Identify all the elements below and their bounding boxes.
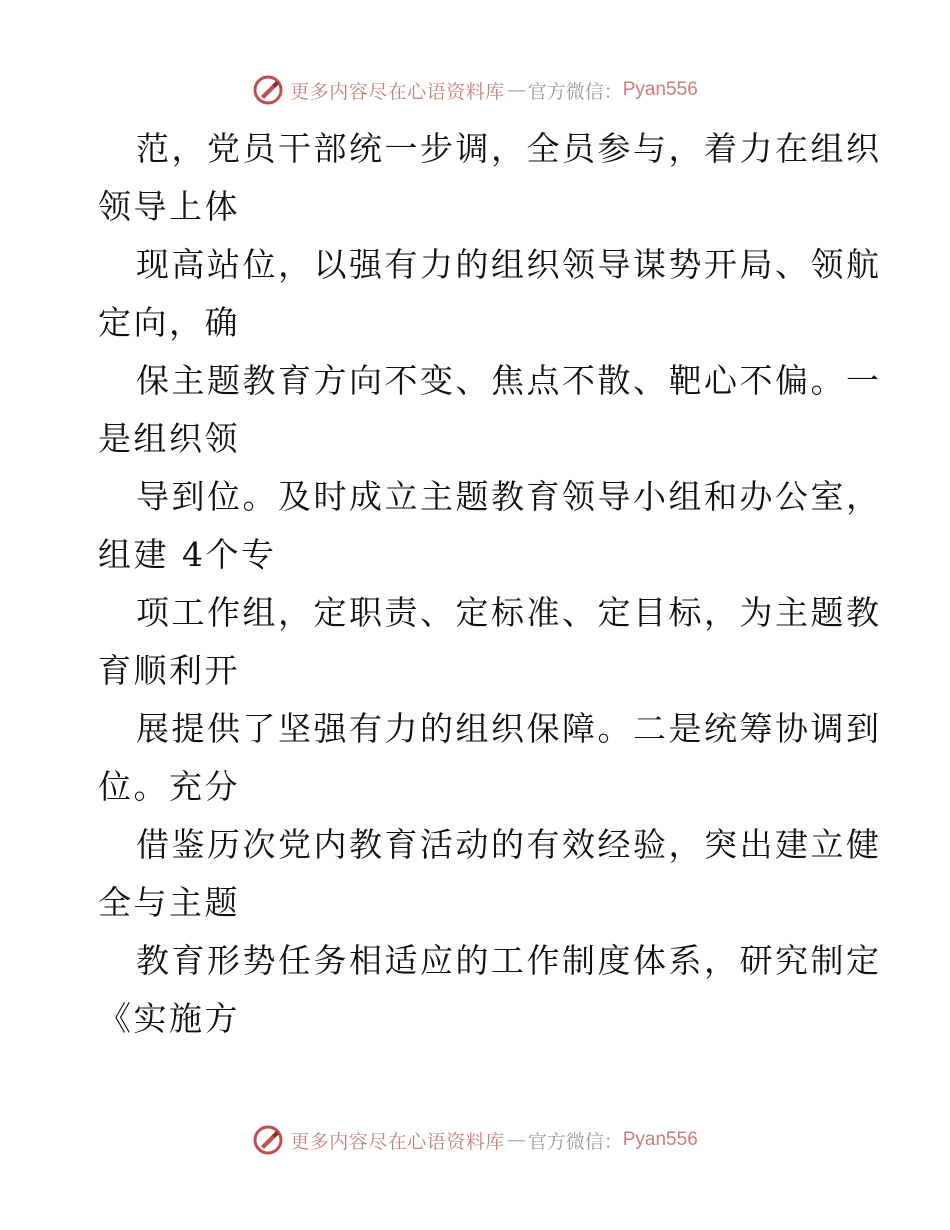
paragraph bbox=[98, 932, 882, 1048]
paragraph-line: 保主题教育方向不变、焦点不散、靶心不偏。一 bbox=[136, 361, 882, 400]
paragraph-line: 组建 4个专 bbox=[98, 535, 277, 574]
watermark-wechat-id: Pyan556 bbox=[622, 79, 698, 100]
paragraph-line: 是组织领 bbox=[98, 419, 240, 458]
paragraph-line: 位。充分 bbox=[98, 767, 240, 806]
paragraph bbox=[98, 468, 882, 584]
watermark-site-name: 更多内容尽在心语资料库 bbox=[290, 1130, 505, 1153]
watermark-wechat-label: 官方微信： bbox=[527, 80, 623, 103]
paragraph-line: 展提供了坚强有力的组织保障。二是统筹协调到 bbox=[136, 709, 882, 748]
watermark-wechat-label: 官方微信： bbox=[527, 1130, 623, 1153]
paragraph bbox=[98, 816, 882, 932]
watermark-site-name: 更多内容尽在心语资料库 bbox=[290, 80, 505, 103]
paragraph bbox=[98, 120, 882, 236]
footer-watermark bbox=[0, 1120, 950, 1160]
paragraph-line: 项工作组，定职责、定标准、定目标，为主题教 bbox=[136, 593, 882, 632]
paragraph-line: 教育形势任务相适应的工作制度体系，研究制定 bbox=[136, 941, 882, 980]
paragraph-line: 全与主题 bbox=[98, 883, 240, 922]
paragraph bbox=[98, 700, 882, 816]
header-watermark bbox=[0, 70, 950, 110]
paragraph-line: 范，党员干部统一步调，全员参与，着力在组织 bbox=[136, 129, 882, 168]
paragraph bbox=[98, 352, 882, 468]
watermark-separator: — bbox=[506, 1129, 526, 1151]
paragraph-line: 导到位。及时成立主题教育领导小组和办公室， bbox=[136, 477, 882, 516]
pen-logo-icon bbox=[252, 1124, 284, 1156]
paragraph-line: 领导上体 bbox=[98, 187, 240, 226]
paragraph-line: 现高站位，以强有力的组织领导谋势开局、领航 bbox=[136, 245, 882, 284]
paragraph bbox=[98, 584, 882, 700]
watermark-separator: — bbox=[506, 79, 526, 101]
paragraph-line: 借鉴历次党内教育活动的有效经验，突出建立健 bbox=[136, 825, 882, 864]
document-body bbox=[98, 120, 882, 1048]
pen-logo-icon bbox=[252, 74, 284, 106]
paragraph-line: 《实施方 bbox=[98, 999, 240, 1038]
watermark-wechat-id: Pyan556 bbox=[622, 1129, 698, 1150]
paragraph-line: 育顺利开 bbox=[98, 651, 240, 690]
paragraph bbox=[98, 236, 882, 352]
paragraph-line: 定向，确 bbox=[98, 303, 240, 342]
